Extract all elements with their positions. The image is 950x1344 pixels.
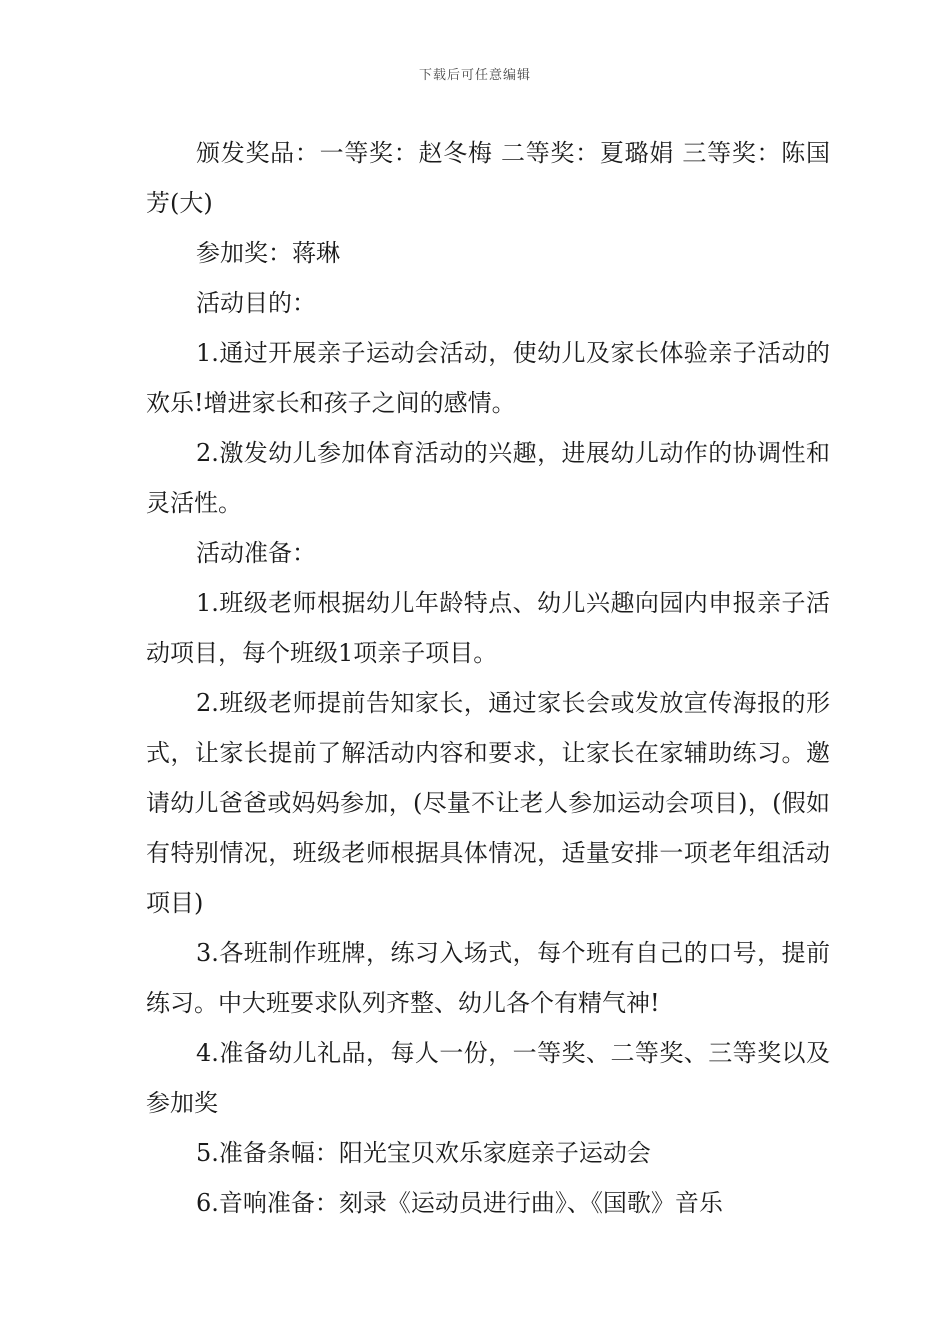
heading-activity-goals: 活动目的： (196, 289, 316, 317)
paragraph-goal-2: 2.激发幼儿参加体育活动的兴趣，进展幼儿动作的协调性和灵活性。 (146, 439, 830, 517)
paragraph-goal-1: 1.通过开展亲子运动会活动，使幼儿及家长体验亲子活动的欢乐!增进家长和孩子之间的感情。 (146, 339, 830, 417)
paragraph-prep-6: 6.音响准备：刻录《运动员进行曲》、《国歌》音乐 (196, 1189, 723, 1217)
document-body (146, 128, 830, 1228)
paragraph-prep-2: 2.班级老师提前告知家长，通过家长会或发放宣传海报的形式，让家长提前了解活动内容和要求，让家长在家辅助练习。邀请幼儿爸爸或妈妈参加，(尽量不让老人参加运动会项目)，(假如有特别情况，班级老师根据具体情况，适量安排一项老年组活动项目) (146, 689, 830, 917)
paragraph-prep-5: 5.准备条幅：阳光宝贝欢乐家庭亲子运动会 (196, 1139, 651, 1167)
paragraph-prep-1: 1.班级老师根据幼儿年龄特点、幼儿兴趣向园内申报亲子活动项目，每个班级1项亲子项目。 (146, 589, 830, 667)
heading-activity-preparation: 活动准备： (196, 539, 316, 567)
paragraph-awards: 颁发奖品：一等奖：赵冬梅 二等奖：夏璐娟 三等奖：陈国芳(大) (146, 139, 830, 217)
header-note: 下载后可任意编辑 (418, 68, 531, 83)
paragraph-prep-3: 3.各班制作班牌，练习入场式，每个班有自己的口号，提前练习。中大班要求队列齐整、幼儿各个有精气神! (146, 939, 830, 1017)
paragraph-participation-award: 参加奖：蒋琳 (196, 239, 340, 267)
paragraph-prep-4: 4.准备幼儿礼品，每人一份，一等奖、二等奖、三等奖以及参加奖 (146, 1039, 830, 1117)
